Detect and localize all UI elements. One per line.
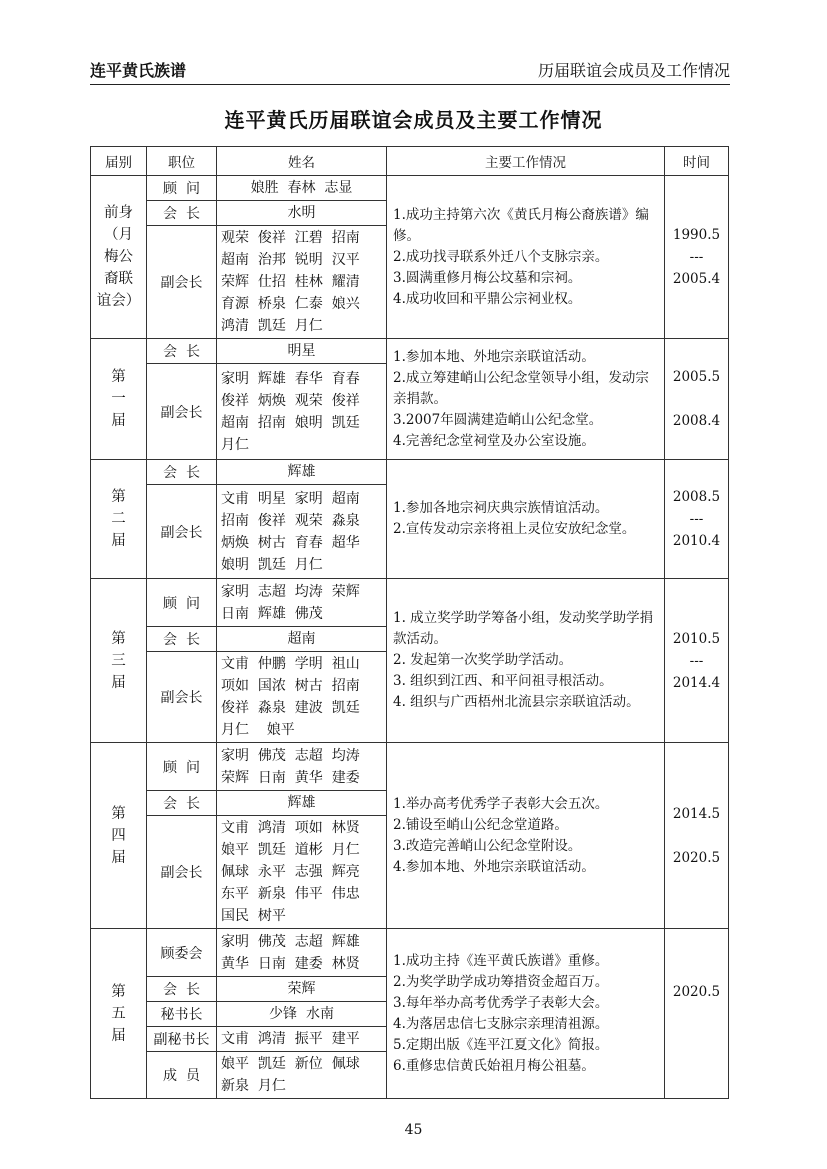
work-item: 1.举办高考优秀学子表彰大会五次。 bbox=[393, 795, 609, 812]
work-item: 4. 组织与广西梧州北流县宗亲联谊活动。 bbox=[393, 694, 640, 710]
term-label-line: 梅公 bbox=[104, 249, 133, 265]
time-line bbox=[665, 825, 728, 847]
names-cell: 家明 佛茂 志超 辉雄 黄华 日南 建委 林贤 bbox=[217, 929, 387, 977]
time-cell bbox=[665, 460, 729, 579]
table-row bbox=[91, 929, 729, 977]
position-cell: 副秘书长 bbox=[147, 1027, 217, 1052]
names-cell: 观荣 俊祥 江碧 招南 超南 治邦 锐明 汉平 荣辉 仕招 桂林 耀清 育源 桥泉 仁泰 娘兴 鸿清 凯廷 月仁 bbox=[217, 226, 387, 339]
position-cell: 副会长 bbox=[147, 485, 217, 579]
names-cell: 水明 bbox=[217, 201, 387, 226]
term-label-line: 第 bbox=[111, 369, 126, 385]
work-cell bbox=[387, 579, 665, 743]
position-cell: 会 长 bbox=[147, 201, 217, 226]
names-cell: 辉雄 bbox=[217, 791, 387, 816]
term-label-line: 第 bbox=[111, 630, 126, 647]
table-row bbox=[91, 743, 729, 791]
term-label-line: 一 bbox=[111, 391, 126, 407]
time-line: --- bbox=[689, 249, 704, 265]
work-item: 3. 组织到江西、和平问祖寻根活动。 bbox=[393, 673, 613, 689]
names-cell: 家明 佛茂 志超 均涛 荣辉 日南 黄华 建委 bbox=[217, 743, 387, 791]
term-label-cell bbox=[91, 176, 147, 339]
position-cell: 会 长 bbox=[147, 977, 217, 1002]
term-label-line: 届 bbox=[111, 413, 126, 429]
time-line: 2020.5 bbox=[672, 983, 721, 1000]
work-item: 3.圆满重修月梅公坟墓和宗祠。 bbox=[393, 269, 582, 286]
header-chapter-title: 历届联谊会成员及工作情况 bbox=[537, 61, 730, 80]
work-item: 1.参加各地宗祠庆典宗族情谊活动。 bbox=[393, 500, 609, 516]
names-cell: 家明 志超 均涛 荣辉 日南 辉雄 佛茂 bbox=[217, 579, 387, 627]
position-cell: 顾 问 bbox=[147, 743, 217, 791]
time-line: 2010.5 bbox=[672, 630, 721, 647]
position-cell: 顾 问 bbox=[147, 176, 217, 201]
position-cell: 会 长 bbox=[147, 460, 217, 485]
term-label-cell bbox=[91, 579, 147, 743]
col-header-name: 姓名 bbox=[217, 147, 387, 176]
page-number: 45 bbox=[404, 1122, 423, 1138]
term-label-line: 裔联 bbox=[104, 271, 133, 287]
members-table bbox=[90, 146, 729, 1099]
position-cell: 顾委会 bbox=[147, 929, 217, 977]
time-line: 2010.4 bbox=[672, 533, 721, 549]
position-cell: 顾 问 bbox=[147, 579, 217, 627]
position-cell: 副会长 bbox=[147, 816, 217, 929]
time-line: --- bbox=[689, 511, 704, 527]
table-row bbox=[91, 579, 729, 627]
term-label-line: （月 bbox=[104, 227, 133, 243]
time-cell bbox=[665, 339, 729, 460]
time-cell bbox=[665, 929, 729, 1099]
position-cell: 副会长 bbox=[147, 652, 217, 743]
term-label-line: 谊会） bbox=[96, 293, 141, 309]
work-item: 2.铺设至峭山公纪念堂道路。 bbox=[393, 816, 568, 833]
work-item: 3.每年举办高考优秀学子表彰大会。 bbox=[393, 994, 609, 1011]
time-line: 2014.4 bbox=[672, 674, 721, 691]
work-item: 2.成功找寻联系外迁八个支脉宗亲。 bbox=[393, 248, 609, 265]
names-cell: 荣辉 bbox=[217, 977, 387, 1002]
names-cell: 辉雄 bbox=[217, 460, 387, 485]
names-cell: 少锋 水南 bbox=[217, 1002, 387, 1027]
names-cell: 明星 bbox=[217, 339, 387, 364]
term-label-line: 二 bbox=[111, 511, 126, 527]
table-row bbox=[91, 339, 729, 364]
header-book-title: 连平黄氏族谱 bbox=[90, 61, 187, 80]
term-label-line: 第 bbox=[111, 805, 126, 822]
position-cell: 副会长 bbox=[147, 364, 217, 460]
time-line: 1990.5 bbox=[672, 227, 721, 243]
col-header-term: 届别 bbox=[91, 147, 147, 176]
position-cell: 副会长 bbox=[147, 226, 217, 339]
time-line bbox=[665, 388, 728, 410]
time-line: 2008.5 bbox=[672, 489, 721, 505]
page-header bbox=[90, 58, 730, 84]
work-item: 6.重修忠信黄氏始祖月梅公祖墓。 bbox=[393, 1057, 595, 1074]
work-item: 2.成立筹建峭山公纪念堂领导小组，发动宗亲捐款。 bbox=[393, 369, 649, 407]
table-header-row bbox=[91, 147, 729, 176]
names-cell: 文甫 鸿清 振平 建平 bbox=[217, 1027, 387, 1052]
term-label-line: 前身 bbox=[104, 205, 133, 221]
names-cell: 娘胜 春林 志显 bbox=[217, 176, 387, 201]
term-label-line: 第 bbox=[111, 983, 126, 1000]
col-header-work: 主要工作情况 bbox=[387, 147, 665, 176]
time-line bbox=[665, 1025, 728, 1047]
term-label-cell bbox=[91, 339, 147, 460]
term-label-line: 届 bbox=[111, 849, 126, 866]
term-label-cell bbox=[91, 460, 147, 579]
term-label-line: 届 bbox=[111, 1027, 126, 1044]
time-line bbox=[665, 1003, 728, 1025]
term-label-line: 五 bbox=[111, 1005, 126, 1022]
names-cell: 文甫 明星 家明 超南 招南 俊祥 观荣 淼泉 炳焕 树古 育春 超华 娘明 凯廷 月仁 bbox=[217, 485, 387, 579]
term-label-cell bbox=[91, 743, 147, 929]
time-line: 2005.4 bbox=[672, 271, 721, 287]
names-cell: 家明 辉雄 春华 育春 俊祥 炳焕 观荣 俊祥 超南 招南 娘明 凯廷 月仁 bbox=[217, 364, 387, 460]
term-label-line: 届 bbox=[111, 533, 126, 549]
col-header-position: 职位 bbox=[147, 147, 217, 176]
work-item: 5.定期出版《连平江夏文化》简报。 bbox=[393, 1036, 609, 1053]
work-item: 1.参加本地、外地宗亲联谊活动。 bbox=[393, 348, 595, 365]
names-cell: 超南 bbox=[217, 627, 387, 652]
work-item: 3.2007年圆满建造峭山公纪念堂。 bbox=[393, 411, 603, 428]
work-item: 2. 发起第一次奖学助学活动。 bbox=[393, 652, 573, 668]
names-cell: 文甫 鸿清 项如 林贤 娘平 凯廷 道彬 月仁 佩球 永平 志强 辉亮 东平 新泉 伟平 伟忠 国民 树平 bbox=[217, 816, 387, 929]
work-cell bbox=[387, 460, 665, 579]
table-row bbox=[91, 460, 729, 485]
work-cell bbox=[387, 176, 665, 339]
position-cell: 会 长 bbox=[147, 791, 217, 816]
time-cell bbox=[665, 579, 729, 743]
work-item: 1.成功主持《连平黄氏族谱》重修。 bbox=[393, 952, 609, 969]
work-cell bbox=[387, 929, 665, 1099]
time-cell bbox=[665, 176, 729, 339]
work-cell bbox=[387, 743, 665, 929]
work-item: 2.为奖学助学成功筹措资金超百万。 bbox=[393, 973, 609, 990]
work-cell bbox=[387, 339, 665, 460]
position-cell: 秘书长 bbox=[147, 1002, 217, 1027]
col-header-time: 时间 bbox=[665, 147, 729, 176]
work-item: 4.为落居忠信七支脉宗亲理清祖源。 bbox=[393, 1015, 609, 1032]
table-body bbox=[91, 176, 729, 1099]
work-item: 3.改造完善峭山公纪念堂附设。 bbox=[393, 837, 582, 854]
position-cell: 成 员 bbox=[147, 1052, 217, 1099]
time-line: --- bbox=[689, 652, 704, 669]
position-cell: 会 长 bbox=[147, 627, 217, 652]
work-item: 4.完善纪念堂祠堂及办公室设施。 bbox=[393, 432, 595, 449]
names-cell: 娘平 凯廷 新位 佩球 新泉 月仁 bbox=[217, 1052, 387, 1099]
position-cell: 会 长 bbox=[147, 339, 217, 364]
time-line: 2014.5 bbox=[672, 805, 721, 822]
time-cell bbox=[665, 743, 729, 929]
work-item: 1.成功主持第六次《黄氏月梅公裔族谱》编修。 bbox=[393, 206, 649, 244]
time-line: 2008.4 bbox=[672, 413, 721, 429]
page-title: 连平黄氏历届联谊会成员及主要工作情况 bbox=[224, 108, 603, 132]
work-item: 4.参加本地、外地宗亲联谊活动。 bbox=[393, 858, 595, 875]
work-item: 4.成功收回和平鼎公宗祠业权。 bbox=[393, 290, 582, 307]
time-line: 2005.5 bbox=[672, 369, 721, 385]
work-item: 1. 成立奖学助学筹备小组，发动奖学助学捐款活动。 bbox=[393, 610, 654, 647]
term-label-line: 三 bbox=[111, 652, 126, 669]
time-line: 2020.5 bbox=[672, 849, 721, 866]
term-label-cell bbox=[91, 929, 147, 1099]
header-rule bbox=[90, 84, 730, 85]
names-cell: 文甫 仲鹏 学明 祖山 项如 国浓 树古 招南 俊祥 淼泉 建波 凯廷 月仁 娘平 bbox=[217, 652, 387, 743]
term-label-line: 四 bbox=[111, 827, 126, 844]
table-row bbox=[91, 176, 729, 201]
term-label-line: 第 bbox=[111, 489, 126, 505]
term-label-line: 届 bbox=[111, 674, 126, 691]
work-item: 2.宣传发动宗亲将祖上灵位安放纪念堂。 bbox=[393, 521, 636, 537]
